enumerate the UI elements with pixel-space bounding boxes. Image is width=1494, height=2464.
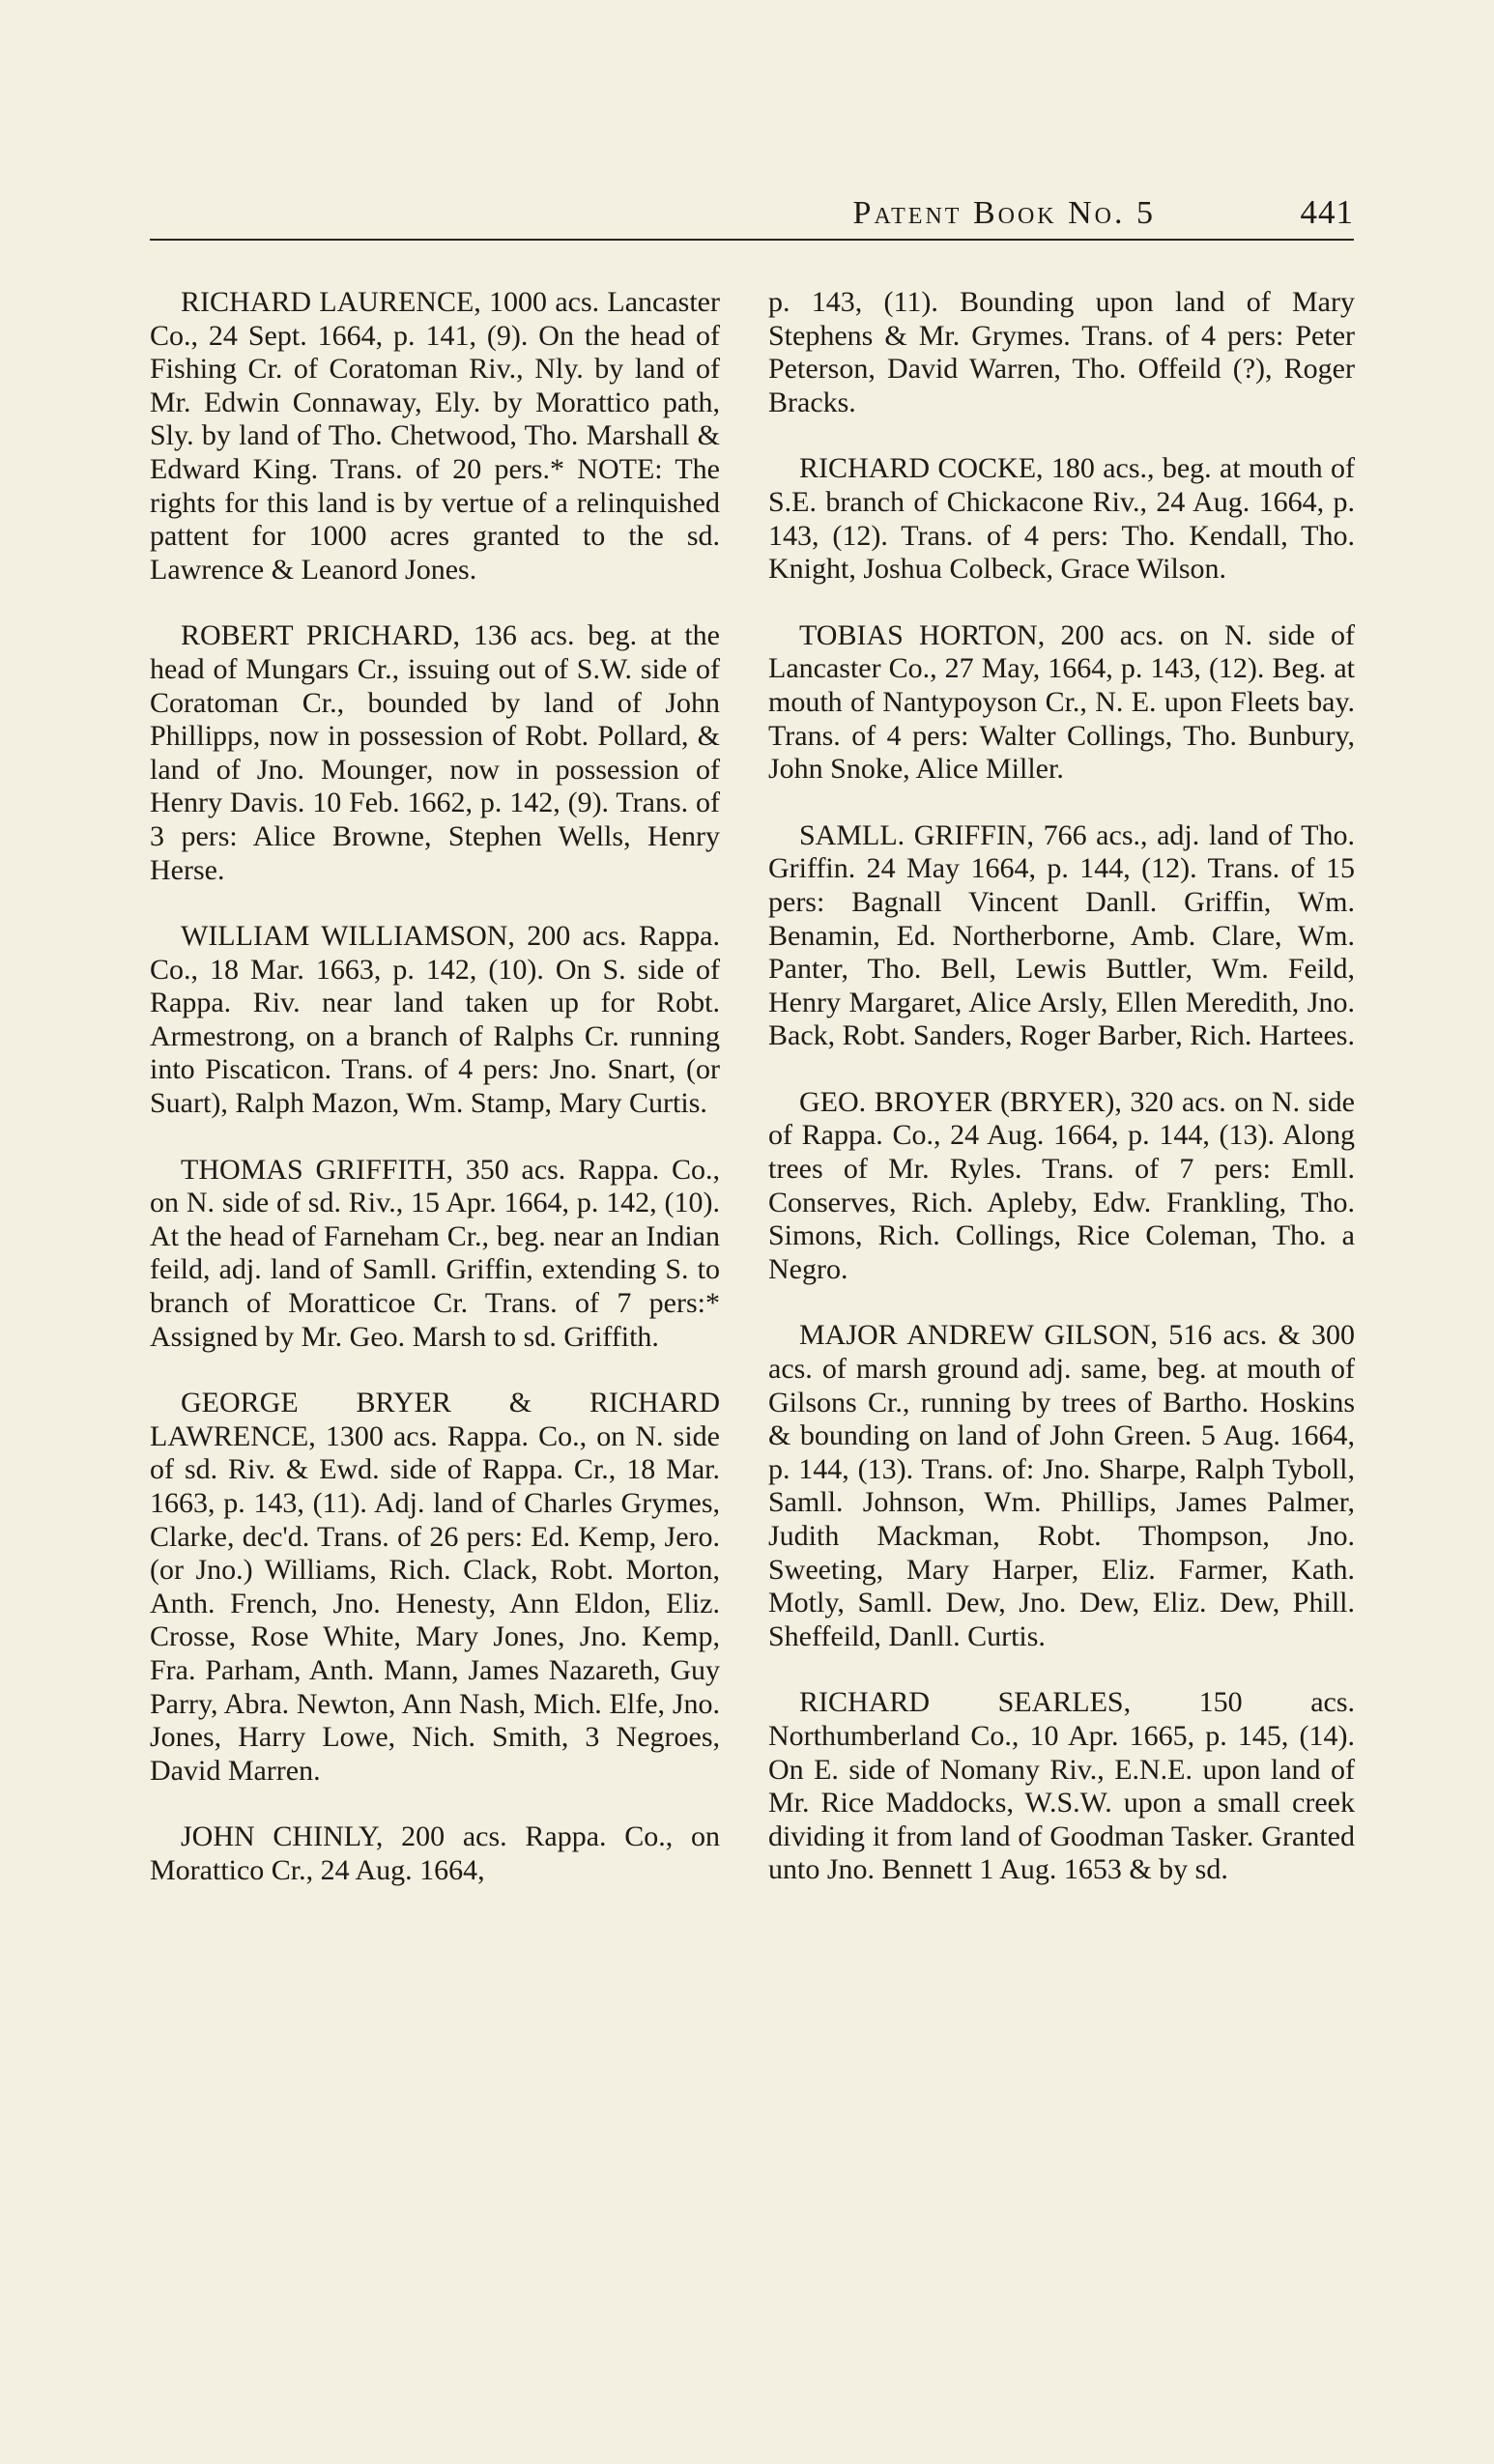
patent-entry: RICHARD COCKE, 180 acs., beg. at mouth of S.E. branch of Chickacone Riv., 24 Aug. 1664, p. 143, (12). Trans. of 4 pers: Tho. Kendall, Tho. Knight, Joshua Colbeck, Grace Wilson.: [768, 452, 1355, 586]
patent-entry: RICHARD LAURENCE, 1000 acs. Lancaster Co., 24 Sept. 1664, p. 141, (9). On the head of Fishing Cr. of Coratoman Riv., Nly. by land of Mr. Edwin Connaway, Ely. by Morattico path, Sly. by land of Tho. Chetwood, Tho. Marshall & Edward King. Trans. of 20 pers.* NOTE: The rights for this land is by vertue of a relinquished pattent for 1000 acres granted to the sd. Lawrence & Leanord Jones.: [150, 286, 720, 586]
patent-entry-continuation: p. 143, (11). Bounding upon land of Mary Stephens & Mr. Grymes. Trans. of 4 pers: Peter Peterson, David Warren, Tho. Offeild (?), Roger Bracks.: [768, 286, 1355, 418]
patent-entry: SAMLL. GRIFFIN, 766 acs., adj. land of Tho. Griffin. 24 May 1664, p. 144, (12). Trans. of 15 pers: Bagnall Vincent Danll. Griffin, Wm. Benamin, Ed. Northerborne, Amb. Clare, Wm. Panter, Tho. Bell, Lewis Buttler, Wm. Feild, Henry Margaret, Alice Arsly, Ellen Meredith, Jno. Back, Robt. Sanders, Roger Barber, Rich. Hartees.: [768, 818, 1355, 1052]
patent-entry: RICHARD SEARLES, 150 acs. Northumberland Co., 10 Apr. 1665, p. 145, (14). On E. side of Nomany Riv., E.N.E. upon land of Mr. Rice Maddocks, W.S.W. upon a small creek dividing it from land of Goodman Tasker. Granted unto Jno. Bennett 1 Aug. 1653 & by sd.: [768, 1686, 1355, 1886]
patent-entry: THOMAS GRIFFITH, 350 acs. Rappa. Co., on N. side of sd. Riv., 15 Apr. 1664, p. 142, (10). At the head of Farneham Cr., beg. near an Indian feild, adj. land of Samll. Griffin, extending S. to branch of Moratticoe Cr. Trans. of 7 pers:* Assigned by Mr. Geo. Marsh to sd. Griffith.: [150, 1153, 720, 1353]
patent-entry: GEORGE BRYER & RICHARD LAWRENCE, 1300 acs. Rappa. Co., on N. side of sd. Riv. & Ewd. side of Rappa. Cr., 18 Mar. 1663, p. 143, (11). Adj. land of Charles Grymes, Clarke, dec'd. Trans. of 26 pers: Ed. Kemp, Jero. (or Jno.) Williams, Rich. Clack, Robt. Morton, Anth. French, Jno. Henesty, Ann Eldon, Eliz. Crosse, Rose White, Mary Jones, Jno. Kemp, Fra. Parham, Anth. Mann, James Nazareth, Guy Parry, Abra. Newton, Ann Nash, Mich. Elfe, Jno. Jones, Harry Lowe, Nich. Smith, 3 Negroes, David Marren.: [150, 1387, 720, 1787]
page-header: [150, 184, 1354, 238]
patent-entry: ROBERT PRICHARD, 136 acs. beg. at the head of Mungars Cr., issuing out of S.W. side of Coratoman Cr., bounded by land of John Phillipps, now in possession of Robt. Pollard, & land of Jno. Mounger, now in possession of Henry Davis. 10 Feb. 1662, p. 142, (9). Trans. of 3 pers: Alice Browne, Stephen Wells, Henry Herse.: [150, 619, 720, 886]
patent-entry: JOHN CHINLY, 200 acs. Rappa. Co., on Morattico Cr., 24 Aug. 1664,: [150, 1820, 720, 1886]
header-rule: [150, 239, 1354, 241]
right-column: [768, 286, 1355, 1920]
patent-entry: MAJOR ANDREW GILSON, 516 acs. & 300 acs. of marsh ground adj. same, beg. at mouth of Gilsons Cr., running by trees of Bartho. Hoskins & bounding on land of John Green. 5 Aug. 1664, p. 144, (13). Trans. of: Jno. Sharpe, Ralph Tyboll, Samll. Johnson, Wm. Phillips, James Palmer, Judith Mackman, Robt. Thompson, Jno. Sweeting, Mary Harper, Eliz. Farmer, Kath. Motly, Samll. Dew, Jno. Dew, Eliz. Dew, Phill. Sheffeild, Danll. Curtis.: [768, 1319, 1355, 1652]
patent-entry: TOBIAS HORTON, 200 acs. on N. side of Lancaster Co., 27 May, 1664, p. 143, (12). Beg. at mouth of Nantypoyson Cr., N. E. upon Fleets bay. Trans. of 4 pers: Walter Collings, Tho. Bunbury, John Snoke, Alice Miller.: [768, 618, 1355, 786]
page-number: 441: [1300, 193, 1354, 231]
patent-entry: GEO. BROYER (BRYER), 320 acs. on N. side of Rappa. Co., 24 Aug. 1664, p. 144, (13). Along trees of Mr. Ryles. Trans. of 7 pers: Emll. Conserves, Rich. Apleby, Edw. Frankling, Tho. Simons, Rich. Collings, Rice Coleman, Tho. a Negro.: [768, 1085, 1355, 1285]
patent-entry: WILLIAM WILLIAMSON, 200 acs. Rappa. Co., 18 Mar. 1663, p. 142, (10). On S. side of Rappa. Riv. near land taken up for Robt. Armestrong, on a branch of Ralphs Cr. running into Piscaticon. Trans. of 4 pers: Jno. Snart, (or Suart), Ralph Mazon, Wm. Stamp, Mary Curtis.: [150, 920, 720, 1120]
left-column: [150, 286, 720, 1921]
running-title: Patent Book No. 5: [852, 195, 1156, 231]
